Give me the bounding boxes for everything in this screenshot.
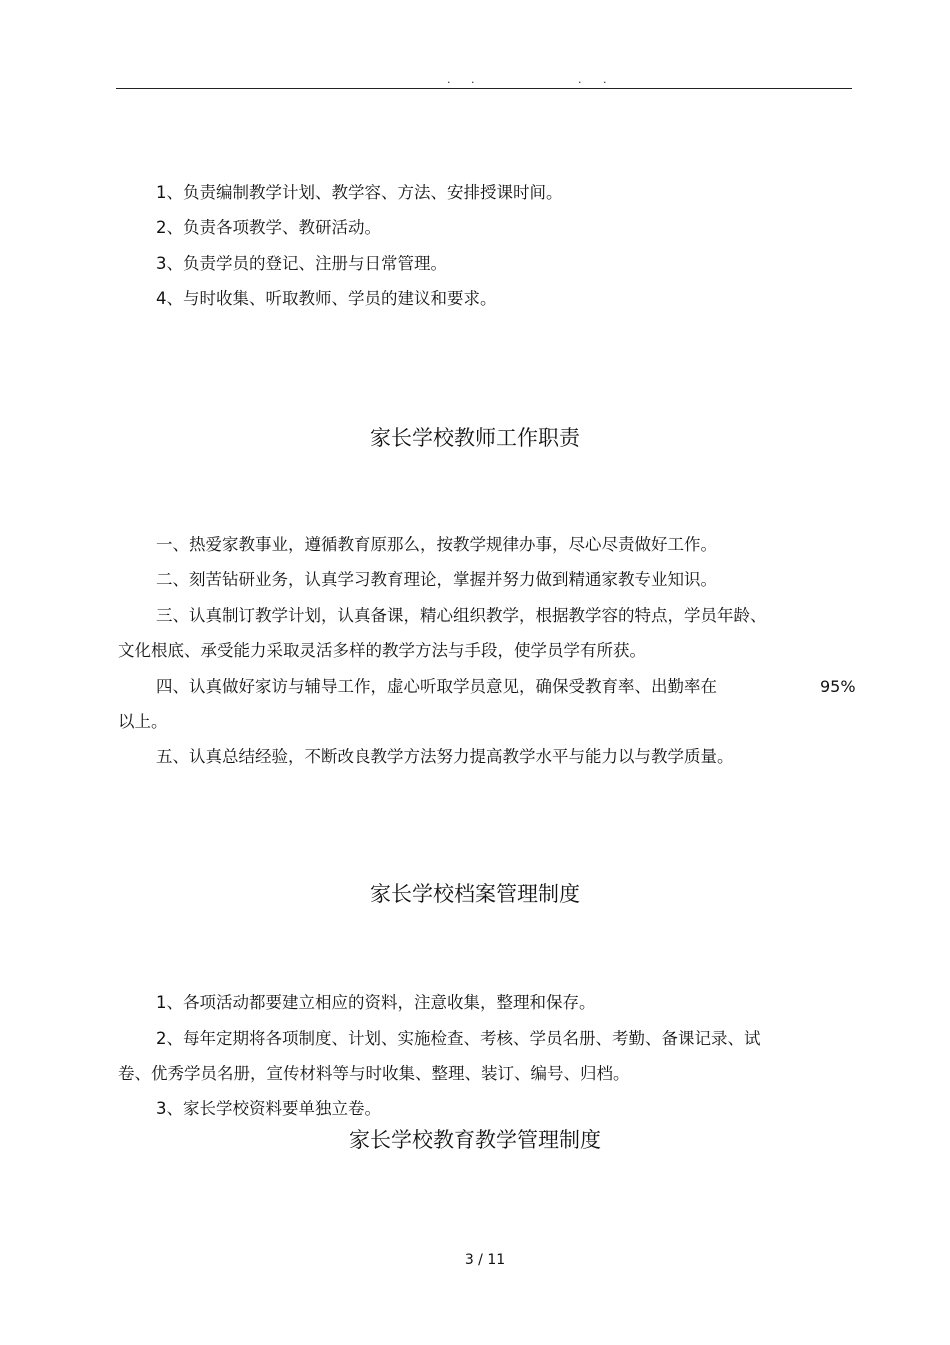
paragraph: 五、认真总结经验，不断改良教学方法努力提高教学水平与能力以与教学质量。 xyxy=(156,747,734,766)
list-item: 2、负责各项教学、教研活动。 xyxy=(156,218,381,237)
paragraph: 一、热爱家教事业，遵循教育原那么，按教学规律办事，尽心尽责做好工作。 xyxy=(156,535,717,554)
paragraph: 四、认真做好家访与辅导工作，虚心听取学员意见，确保受教育率、出勤率在 xyxy=(156,677,717,696)
paragraph: 1、各项活动都要建立相应的资料，注意收集，整理和保存。 xyxy=(156,993,596,1012)
section-heading-teacher-duties: 家长学校教师工作职责 xyxy=(370,426,580,450)
header-rule xyxy=(116,88,852,89)
header-dot: . xyxy=(447,73,451,86)
paragraph-continuation: 卷、优秀学员名册，宣传材料等与时收集、整理、装订、编号、归档。 xyxy=(118,1064,630,1083)
list-item: 4、与时收集、听取教师、学员的建议和要求。 xyxy=(156,289,497,308)
paragraph: 2、每年定期将各项制度、计划、实施检查、考核、学员名册、考勤、备课记录、试 xyxy=(156,1029,761,1048)
header-dot: . xyxy=(603,73,607,86)
paragraph: 二、刻苦钻研业务，认真学习教育理论，掌握并努力做到精通家教专业知识。 xyxy=(156,570,717,589)
paragraph: 三、认真制订教学计划，认真备课，精心组织教学，根据教学容的特点，学员年龄、 xyxy=(156,606,767,625)
list-item: 1、负责编制教学计划、教学容、方法、安排授课时间。 xyxy=(156,183,563,202)
section-heading-teaching-management: 家长学校教育教学管理制度 xyxy=(349,1128,601,1152)
paragraph: 3、家长学校资料要单独立卷。 xyxy=(156,1099,381,1118)
paragraph-continuation: 文化根底、承受能力采取灵活多样的教学方法与手段，使学员学有所获。 xyxy=(118,641,646,660)
header-dot: . xyxy=(471,73,475,86)
list-item: 3、负责学员的登记、注册与日常管理。 xyxy=(156,254,447,273)
section-heading-archive-management: 家长学校档案管理制度 xyxy=(370,882,580,906)
paragraph-continuation: 以上。 xyxy=(118,712,168,731)
page-number: 3 / 11 xyxy=(464,1252,506,1268)
header-dots xyxy=(0,74,950,88)
attendance-rate-value: 95% xyxy=(820,677,856,696)
header-dot: . xyxy=(578,73,582,86)
